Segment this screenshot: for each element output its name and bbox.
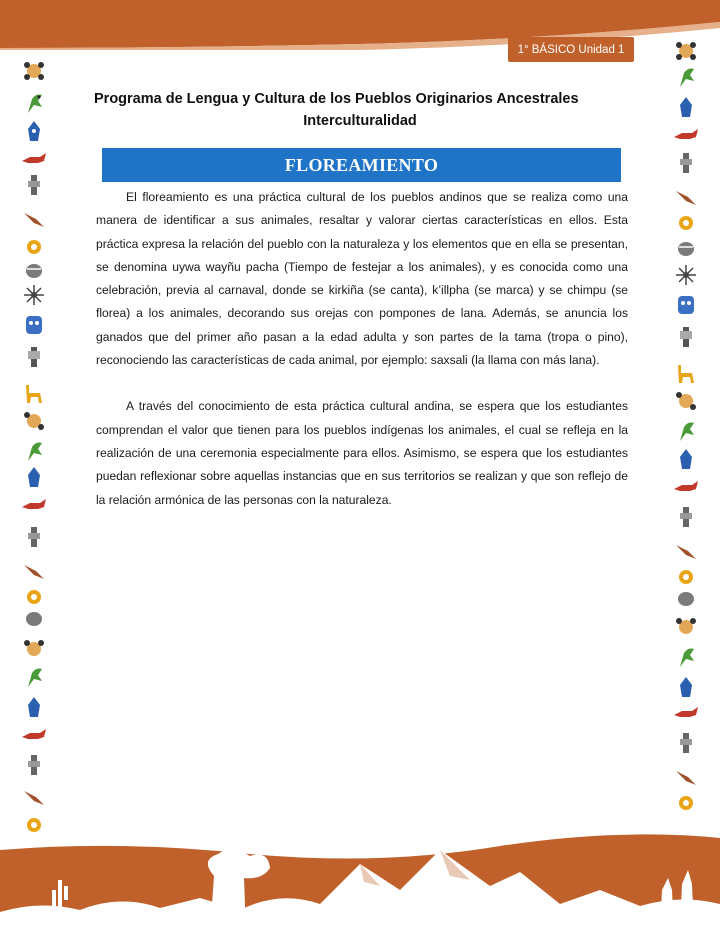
sun-icon [20,235,48,259]
condor-icon [672,185,700,209]
sunburst-icon [20,283,48,307]
paragraph: El floreamiento es una práctica cultural de los pueblos andinos que se realiza como una manera de identificar a sus animales, resaltar y valorar ciertas características en ellos. Esta práctica expresa la relación del pueblo con la naturaleza y los elementos que en ella se presentan, se denomina uywa wayñu pacha (Tiempo de festejar a los animales), y es conocida como una celebración, previa al carnaval, donde se kirkiña (se canta), k’illpha (se marca) y se chimpu (se florea) a los animales, decorando sus orejas con pompones de lana. Además, se anuncia los ganados que del primer año pasan a la edad adulta y son partes de la tama (tropa o pino), reconociendo las características de cada animal, por ejemplo: saxsali (la llama con más lana). [96,190,628,368]
sunburst-icon [672,263,700,287]
section-title: FLOREAMIENTO [102,148,621,182]
fox-icon [672,701,700,725]
condor-icon [20,785,48,809]
bottom-landscape-illustration [0,820,720,932]
condor-icon [672,765,700,789]
bird-icon [20,439,48,463]
fox-icon [672,123,700,147]
mask-icon [20,313,48,337]
fox-icon [20,493,48,517]
face-icon [672,39,700,63]
figure-blue-icon [672,447,700,471]
warrior-icon [672,325,700,349]
bird-icon [672,645,700,669]
llama-icon [20,381,48,405]
figure-blue-icon [672,95,700,119]
face-icon [20,637,48,661]
sun-icon [672,791,700,815]
pot-icon [672,237,700,261]
sun-icon [672,565,700,589]
paragraph: A través del conocimiento de esta práctica cultural andina, se espera que los estudiantes comprendan el valor que tienen para los pueblos indígenas los animales, el cual se refleja en la realización de una ceremonia especialmente para ellos. Asimismo, se espera que los estudiantes puedan reflexionar sobre aquellas instancias que en sus territorios se realizan y que son reflejo de la relación armónica de las personas con la naturaleza. [96,399,628,507]
condor-icon [20,559,48,583]
body-text [96,186,628,512]
figure-blue-icon [20,119,48,143]
pot-icon [20,259,48,283]
right-decoration-column [668,55,704,855]
fox-icon [20,723,48,747]
left-decoration-column [16,55,52,855]
program-header [90,88,630,132]
warrior-icon [20,173,48,197]
figure-blue-icon [672,675,700,699]
warrior-icon [20,525,48,549]
face-icon [20,59,48,83]
pot-icon [672,587,700,611]
llama-icon [672,361,700,385]
bird-icon [20,665,48,689]
mask-icon [672,293,700,317]
program-subtitle: Interculturalidad [303,113,417,129]
warrior-icon [672,731,700,755]
warrior-icon [672,151,700,175]
figure-blue-icon [20,465,48,489]
unit-label: 1° BÁSICO Unidad 1 [508,37,634,62]
fox-icon [20,147,48,171]
face-icon [672,389,700,413]
warrior-icon [20,345,48,369]
bird-icon [20,91,48,115]
condor-icon [20,207,48,231]
fox-icon [672,475,700,499]
pot-icon [20,607,48,631]
sun-icon [672,211,700,235]
sun-icon [20,585,48,609]
bird-icon [672,419,700,443]
face-icon [672,615,700,639]
warrior-icon [672,505,700,529]
figure-blue-icon [20,695,48,719]
condor-icon [672,539,700,563]
program-title: Programa de Lengua y Cultura de los Pueblos Originarios Ancestrales [94,91,579,107]
bird-icon [672,65,700,89]
warrior-icon [20,753,48,777]
face-icon [20,409,48,433]
